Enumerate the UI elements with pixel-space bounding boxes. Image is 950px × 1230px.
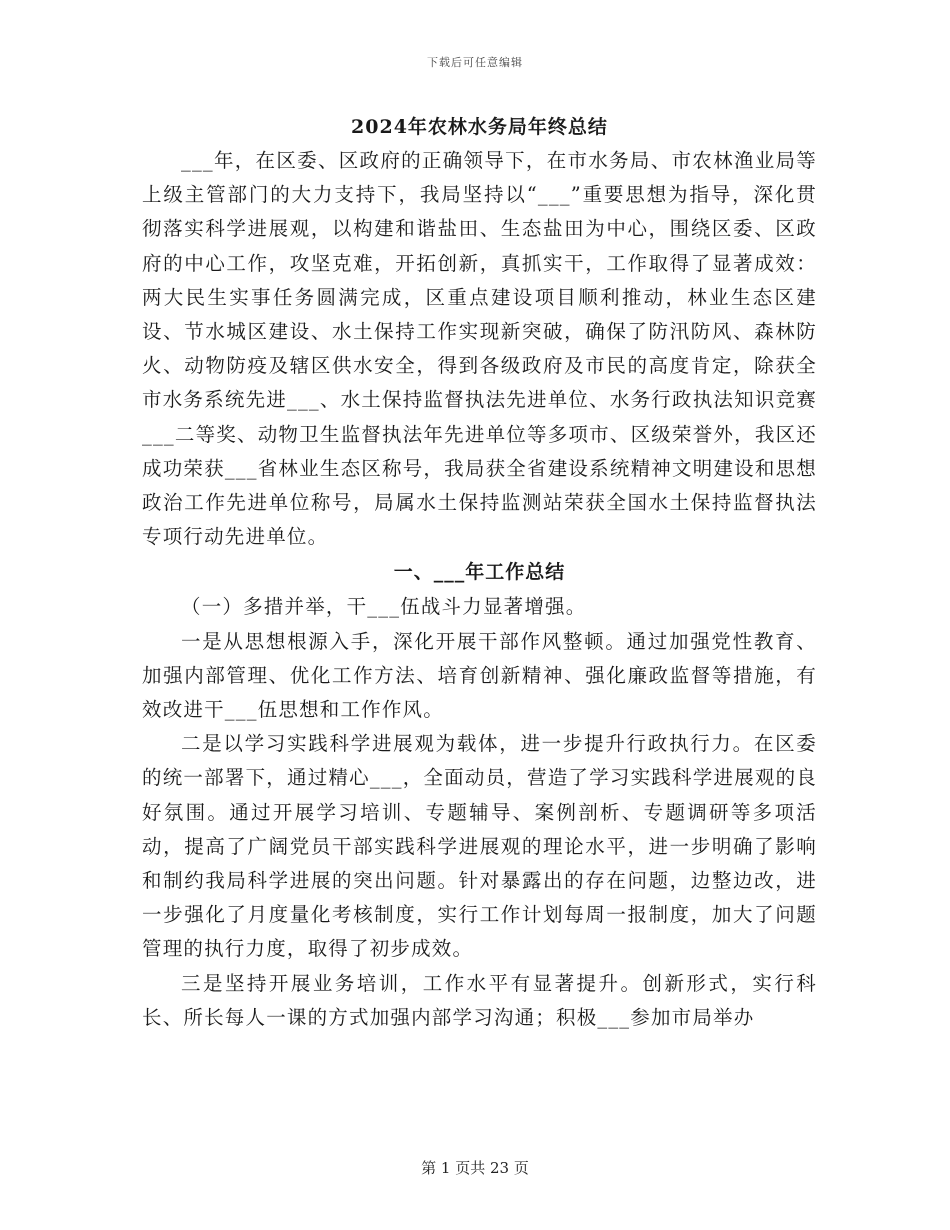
header-note: 下载后可任意编辑: [427, 56, 523, 69]
document-title: 2024年农林水务局年终总结: [351, 116, 608, 138]
section1-subheading: （一）多措并举，干___伍战斗力显著增强。: [181, 595, 587, 619]
section-heading-1: 一、___年工作总结: [393, 561, 566, 584]
intro-paragraph: ___年，在区委、区政府的正确领导下，在市水务局、市农林渔业局等上级主管部门的大力支持下，我局坚持以“___”重要思想为指导，深化贯彻落实科学进展观，以构建和谐盐田、生态盐田为中心，围绕区委、区政府的中心工作，攻坚克难，开拓创新，真抓实干，工作取得了显著成效：两大民生实事任务圆满完成，区重点建设项目顺利推动，林业生态区建设、节水城区建设、水土保持工作实现新突破，确保了防汛防风、森林防火、动物防疫及辖区供水安全，得到各级政府及市民的高度肯定，除获全市水务系统先进___、水土保持监督执法先进单位、水务行政执法知识竞赛___二等奖、动物卫生监督执法年先进单位等多项市、区级荣誉外，我区还成功荣获___省林业生态区称号，我局获全省建设系统精神文明建设和思想政治工作先进单位称号，局属水土保持监测站荣获全国水土保持监督执法专项行动先进单位。: [142, 149, 817, 549]
page-number: 第 1 页共 23 页: [421, 1159, 529, 1177]
section1-paragraph-1: 一是从思想根源入手，深化开展干部作风整顿。通过加强党性教育、加强内部管理、优化工作方法、培育创新精神、强化廉政监督等措施，有效改进干___伍思想和工作作风。: [142, 629, 817, 722]
section1-paragraph-2: 二是以学习实践科学进展观为载体，进一步提升行政执行力。在区委的统一部署下，通过精心___，全面动员，营造了学习实践科学进展观的良好氛围。通过开展学习培训、专题辅导、案例剖析、专题调研等多项活动，提高了广阔党员干部实践科学进展观的理论水平，进一步明确了影响和制约我局科学进展的突出问题。针对暴露出的存在问题，边整边改，进一步强化了月度量化考核制度，实行工作计划每周一报制度，加大了问题管理的执行力度，取得了初步成效。: [142, 732, 817, 961]
document-body: [142, 112, 817, 1035]
section1-paragraph-3: 三是坚持开展业务培训，工作水平有显著提升。创新形式，实行科长、所长每人一课的方式加强内部学习沟通；积极___参加市局举办: [142, 971, 817, 1029]
